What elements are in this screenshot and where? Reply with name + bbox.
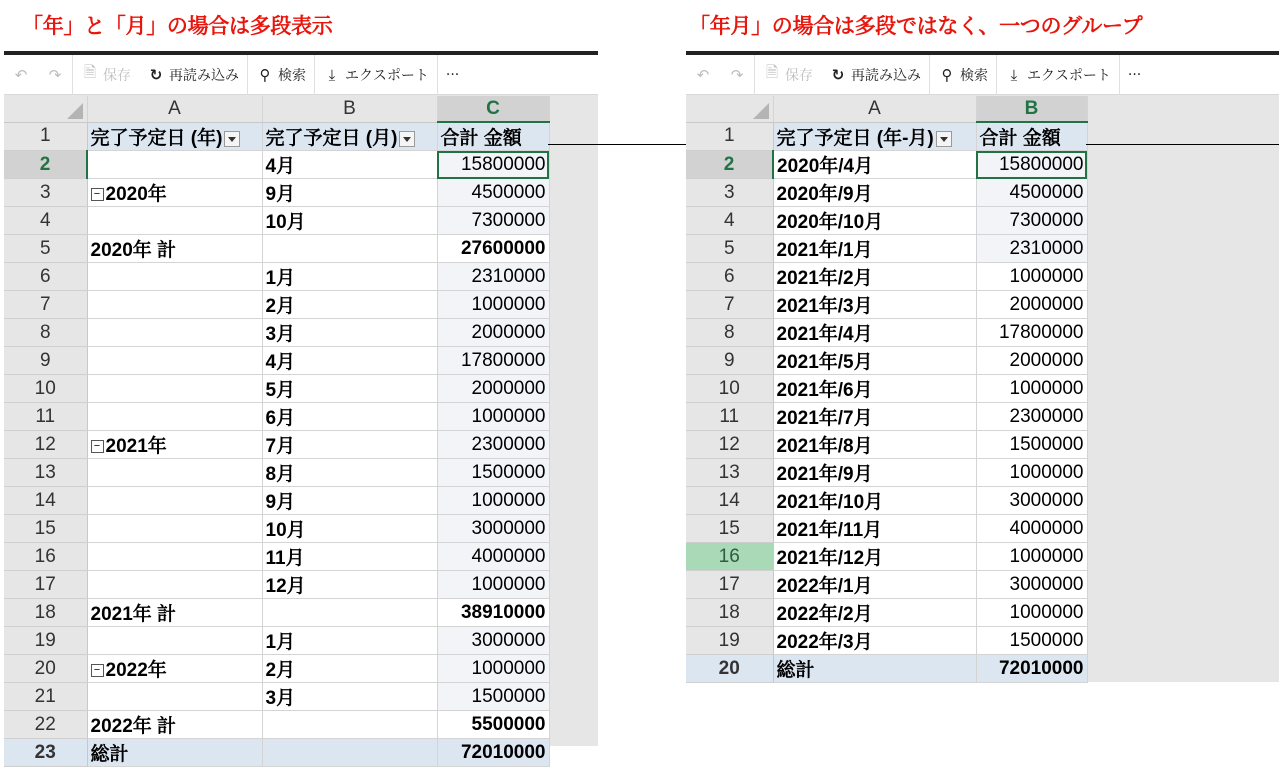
cell-year-month[interactable]: 2022年/2月 [773,599,976,627]
table-row [686,543,1087,571]
cell-year-month[interactable]: 2021年/5月 [773,347,976,375]
cell-year[interactable]: − 2021年 [87,431,262,459]
select-all-corner[interactable] [4,96,87,122]
table-row [686,179,1087,207]
cell-month[interactable]: 2月 [262,655,437,683]
table-row [4,515,549,543]
row-header[interactable]: 12 [4,431,87,459]
cell-amount[interactable]: 1000000 [437,403,549,431]
pivot-row-field-year-month[interactable]: 完了予定日 (年-月) [773,122,976,151]
filter-dropdown-icon[interactable] [936,131,952,147]
reload-button[interactable]: ↻ 再読み込み [139,65,247,85]
row-header[interactable]: 7 [686,291,773,319]
undo-button[interactable] [4,66,38,84]
redo-icon: ↷ [48,65,62,84]
table-row [4,543,549,571]
redo-button[interactable] [38,66,72,84]
row-header[interactable]: 6 [686,263,773,291]
cell-amount[interactable]: 1000000 [437,571,549,599]
cell-year-month[interactable]: 2021年/3月 [773,291,976,319]
cell-year-month[interactable]: 2020年/10月 [773,207,976,235]
table-row [686,599,1087,627]
collapse-icon[interactable]: − [91,440,104,453]
cell-month[interactable]: 2月 [262,291,437,319]
left-toolbar [4,55,598,95]
table-row [4,319,549,347]
row-header[interactable]: 17 [4,571,87,599]
cell-month[interactable]: 4月 [262,151,437,179]
table-row [4,179,549,207]
cell-year[interactable] [87,319,262,347]
cell-amount[interactable]: 1500000 [437,683,549,711]
table-row [4,627,549,655]
cell-amount[interactable]: 4000000 [976,515,1087,543]
reload-icon: ↻ [149,65,163,84]
cell-year-month[interactable]: 2021年/6月 [773,375,976,403]
cell-year[interactable] [87,487,262,515]
cell-amount[interactable]: 2000000 [437,319,549,347]
collapse-icon[interactable]: − [91,664,104,677]
row-header[interactable]: 20 [686,655,773,683]
cell-amount[interactable]: 1000000 [976,263,1087,291]
save-button[interactable]: 🗎 保存 [73,62,139,87]
row-header[interactable]: 13 [686,459,773,487]
cell-year[interactable] [87,683,262,711]
row-header[interactable]: 5 [4,235,87,263]
cell-year[interactable] [87,207,262,235]
table-row [4,655,549,683]
cell-amount[interactable]: 2300000 [976,403,1087,431]
collapse-icon[interactable]: − [91,188,104,201]
pivot-value-header[interactable]: 合計 金額 [437,122,549,151]
cell-amount[interactable]: 3000000 [976,571,1087,599]
cell-year[interactable]: 2022年 計 [87,711,262,739]
cell-year[interactable]: 2020年 計 [87,235,262,263]
table-row [686,487,1087,515]
row-header[interactable]: 12 [686,431,773,459]
row-header[interactable]: 15 [4,515,87,543]
table-row [4,711,549,739]
pivot-row-field-month[interactable]: 完了予定日 (月) [262,122,437,151]
row-header[interactable]: 1 [4,122,87,151]
undo-button[interactable] [686,66,720,84]
row-divider-line [1086,144,1279,145]
cell-month[interactable]: 10月 [262,515,437,543]
row-header[interactable]: 4 [4,207,87,235]
row-header[interactable]: 11 [686,403,773,431]
cell-month[interactable]: 3月 [262,683,437,711]
cell-year[interactable]: − 2020年 [87,179,262,207]
column-header-b[interactable]: B [262,96,437,122]
cell-month[interactable]: 9月 [262,179,437,207]
cell-amount[interactable]: 2000000 [437,375,549,403]
cell-year[interactable] [87,151,262,179]
cell-year[interactable] [87,571,262,599]
cell-year-month[interactable]: 2021年/4月 [773,319,976,347]
row-header[interactable]: 5 [686,235,773,263]
row-header[interactable]: 18 [686,599,773,627]
save-icon: 🗎 [83,63,97,81]
row-header[interactable]: 3 [4,179,87,207]
search-icon: ⚲ [259,65,271,84]
table-row [686,319,1087,347]
search-icon: ⚲ [941,65,953,84]
reload-icon: ↻ [831,65,845,84]
table-row [4,459,549,487]
cell-year-month[interactable]: 2020年/9月 [773,179,976,207]
cell-amount[interactable]: 4500000 [437,179,549,207]
cell-month[interactable] [262,599,437,627]
cell-month[interactable]: 5月 [262,375,437,403]
cell-year[interactable] [87,375,262,403]
column-header-a[interactable]: A [87,96,262,122]
cell-amount[interactable]: 4000000 [437,543,549,571]
table-row [686,263,1087,291]
table-row [4,291,549,319]
table-row [686,235,1087,263]
cell-amount[interactable]: 27600000 [437,235,549,263]
row-header[interactable]: 14 [4,487,87,515]
undo-icon: ↶ [696,65,710,84]
row-header[interactable]: 22 [4,711,87,739]
cell-amount[interactable]: 7300000 [437,207,549,235]
cell-year[interactable] [87,263,262,291]
table-row [686,459,1087,487]
search-button[interactable]: ⚲ 検索 [930,65,996,85]
cell-year-month[interactable]: 2021年/7月 [773,403,976,431]
cell-year-month[interactable]: 2021年/12月 [773,543,976,571]
pivot-value-header[interactable]: 合計 金額 [976,122,1087,151]
table-row [686,375,1087,403]
row-header[interactable]: 7 [4,291,87,319]
row-header[interactable]: 10 [686,375,773,403]
pivot-row-field-year[interactable]: 完了予定日 (年) [87,122,262,151]
export-button[interactable]: ⤓ エクスポート [997,65,1119,85]
table-row [4,347,549,375]
table-row [686,347,1087,375]
cell-amount[interactable]: 15800000 [976,151,1087,179]
cell-year-month[interactable]: 2021年/8月 [773,431,976,459]
filter-dropdown-icon[interactable] [224,131,240,147]
cell-amount[interactable]: 17800000 [976,319,1087,347]
row-header[interactable]: 2 [4,151,87,179]
left-caption: 「年」と「月」の場合は多段表示 [22,14,333,38]
filter-dropdown-icon[interactable] [399,131,415,147]
cell-month[interactable]: 12月 [262,571,437,599]
cell-month[interactable]: 4月 [262,347,437,375]
row-divider-line [548,144,686,145]
cell-amount[interactable]: 1000000 [437,291,549,319]
reload-button[interactable]: ↻ 再読み込み [821,65,929,85]
table-row [686,207,1087,235]
cell-amount[interactable]: 2300000 [437,431,549,459]
row-header[interactable]: 11 [4,403,87,431]
cell-amount[interactable]: 3000000 [437,515,549,543]
cell-amount[interactable]: 2000000 [976,291,1087,319]
download-icon: ⤓ [328,65,336,84]
table-row [686,431,1087,459]
table-row [4,431,549,459]
more-icon: ··· [445,66,460,83]
row-header[interactable]: 9 [4,347,87,375]
right-pivot-grid [686,96,1088,683]
row-header[interactable]: 15 [686,515,773,543]
cell-year[interactable] [87,291,262,319]
table-row [4,151,549,179]
row-header[interactable]: 17 [686,571,773,599]
redo-icon: ↷ [730,65,744,84]
cell-year-month[interactable]: 2021年/1月 [773,235,976,263]
row-header[interactable]: 10 [4,375,87,403]
cell-amount[interactable]: 3000000 [976,487,1087,515]
undo-icon: ↶ [14,65,28,84]
save-button[interactable]: 🗎 保存 [755,62,821,87]
cell-amount[interactable]: 1000000 [437,487,549,515]
left-spreadsheet-panel [4,51,598,765]
column-header-b[interactable]: B [976,96,1087,122]
cell-year[interactable] [87,515,262,543]
cell-year[interactable] [87,543,262,571]
row-header[interactable]: 4 [686,207,773,235]
table-row [686,515,1087,543]
row-header[interactable]: 8 [686,319,773,347]
column-header-c[interactable]: C [437,96,549,122]
cell-amount[interactable]: 2310000 [437,263,549,291]
cell-amount[interactable]: 1500000 [976,627,1087,655]
table-row [4,599,549,627]
row-header[interactable]: 21 [4,683,87,711]
table-row [686,151,1087,179]
export-button[interactable]: ⤓ エクスポート [315,65,437,85]
search-button[interactable]: ⚲ 検索 [248,65,314,85]
cell-year-month[interactable]: 2021年/2月 [773,263,976,291]
row-header[interactable]: 13 [4,459,87,487]
cell-amount[interactable]: 3000000 [437,627,549,655]
row-header[interactable]: 18 [4,599,87,627]
cell-year[interactable] [87,347,262,375]
cell-month[interactable]: 3月 [262,319,437,347]
cell-month[interactable]: 1月 [262,263,437,291]
cell-amount[interactable]: 1500000 [437,459,549,487]
select-all-corner[interactable] [686,96,773,122]
table-row [4,683,549,711]
right-toolbar [686,55,1279,95]
cell-month[interactable]: 7月 [262,431,437,459]
row-header[interactable]: 6 [4,263,87,291]
cell-year[interactable] [87,627,262,655]
right-caption: 「年月」の場合は多段ではなく、一つのグループ [689,14,1143,38]
cell-amount[interactable]: 1000000 [437,655,549,683]
table-row [4,487,549,515]
cell-year[interactable]: 総計 [87,739,262,767]
more-button[interactable] [438,67,467,83]
cell-month[interactable]: 9月 [262,487,437,515]
cell-amount[interactable]: 2000000 [976,347,1087,375]
row-header[interactable]: 3 [686,179,773,207]
row-header[interactable]: 14 [686,487,773,515]
cell-amount[interactable]: 72010000 [976,655,1087,683]
row-header[interactable]: 19 [4,627,87,655]
table-row [686,403,1087,431]
table-row [686,627,1087,655]
cell-amount[interactable]: 5500000 [437,711,549,739]
more-button[interactable] [1120,67,1149,83]
cell-amount[interactable]: 1000000 [976,543,1087,571]
table-row [686,571,1087,599]
cell-year[interactable]: − 2022年 [87,655,262,683]
row-header[interactable]: 9 [686,347,773,375]
more-icon: ··· [1127,66,1142,83]
left-pivot-grid [4,96,550,767]
cell-amount[interactable]: 17800000 [437,347,549,375]
row-header[interactable]: 2 [686,151,773,179]
cell-month[interactable] [262,739,437,767]
cell-year[interactable] [87,459,262,487]
table-row [4,375,549,403]
row-header[interactable]: 20 [4,655,87,683]
cell-amount[interactable]: 1000000 [976,599,1087,627]
table-row [4,403,549,431]
table-row [4,263,549,291]
table-row [4,571,549,599]
row-header[interactable]: 19 [686,627,773,655]
cell-amount[interactable]: 1000000 [976,375,1087,403]
table-row [686,655,1087,683]
cell-amount[interactable]: 38910000 [437,599,549,627]
cell-month[interactable]: 6月 [262,403,437,431]
row-header[interactable]: 1 [686,122,773,151]
cell-year-month[interactable]: 2022年/3月 [773,627,976,655]
table-row [4,235,549,263]
save-icon: 🗎 [765,63,779,81]
cell-month[interactable] [262,711,437,739]
row-header[interactable]: 16 [4,543,87,571]
download-icon: ⤓ [1010,65,1018,84]
cell-month[interactable]: 8月 [262,459,437,487]
cell-amount[interactable]: 1500000 [976,431,1087,459]
cell-amount[interactable]: 2310000 [976,235,1087,263]
cell-amount[interactable]: 72010000 [437,739,549,767]
cell-amount[interactable]: 4500000 [976,179,1087,207]
cell-year[interactable] [87,403,262,431]
cell-month[interactable]: 10月 [262,207,437,235]
cell-year-month[interactable]: 2021年/10月 [773,487,976,515]
cell-amount[interactable]: 15800000 [437,151,549,179]
cell-amount[interactable]: 1000000 [976,459,1087,487]
table-row [686,291,1087,319]
cell-year-month[interactable]: 総計 [773,655,976,683]
row-header[interactable]: 16 [686,543,773,571]
cell-year-month[interactable]: 2021年/11月 [773,515,976,543]
cell-year[interactable]: 2021年 計 [87,599,262,627]
redo-button[interactable] [720,66,754,84]
cell-amount[interactable]: 7300000 [976,207,1087,235]
table-row [4,739,549,767]
cell-month[interactable]: 11月 [262,543,437,571]
cell-year-month[interactable]: 2022年/1月 [773,571,976,599]
column-header-a[interactable]: A [773,96,976,122]
cell-year-month[interactable]: 2020年/4月 [773,151,976,179]
cell-month[interactable]: 1月 [262,627,437,655]
row-header[interactable]: 8 [4,319,87,347]
right-spreadsheet-panel [686,51,1279,682]
cell-year-month[interactable]: 2021年/9月 [773,459,976,487]
table-row [4,207,549,235]
cell-month[interactable] [262,235,437,263]
row-header[interactable]: 23 [4,739,87,767]
